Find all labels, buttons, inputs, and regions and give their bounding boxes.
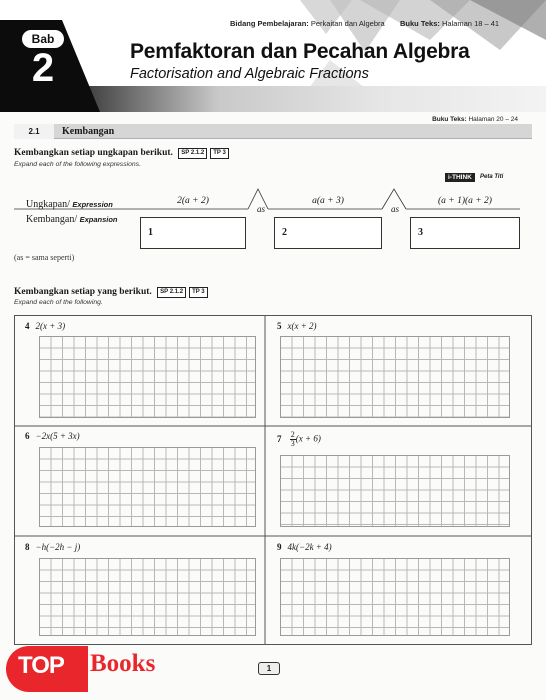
expression-row-label: Ungkapan/ Expression [26,199,113,210]
as-connector-2: as [391,204,400,214]
ithink-badge: i-THINK [445,173,475,182]
as-note: (as = sama seperti) [14,253,75,262]
question-8: 8 −h(−2h − j) [25,542,81,552]
instruction-2-en: Expand each of the following. [14,299,103,306]
section-title: Kembangan [62,126,115,137]
topbooks-logo [6,638,186,698]
answer-box-3[interactable]: 3 [410,217,520,249]
ithink-map-type: Peta Titi [480,174,504,180]
sp-tag: SP 2.1.2 [178,148,207,159]
chapter-title: Pemfaktoran dan Pecahan Algebra [130,40,470,63]
tp-tag: TP 3 [210,148,229,159]
sp-tag-2: SP 2.1.2 [157,287,186,298]
question-9: 9 4k(−2k + 4) [277,542,332,552]
chapter-label: Bab [22,30,64,48]
working-grid-6[interactable] [39,447,256,527]
working-grid-5[interactable] [280,336,510,418]
working-grid-9[interactable] [280,558,510,636]
question-6: 6 −2x(5 + 3x) [25,431,80,441]
chapter-banner [0,0,546,112]
instruction-2: Kembangkan setiap yang berikut. SP 2.1.2 TP 3 [14,287,208,298]
question-7: 7 $\frac{2}{3}$ (x + 6) [277,430,321,448]
working-grid-7[interactable] [280,455,510,527]
expression-2: a(a + 3) [312,196,344,206]
section-textbook-ref: Buku Teks: Halaman 20 – 24 [432,116,518,123]
chapter-subtitle: Factorisation and Algebraic Fractions [130,66,369,82]
page-number: 1 [258,662,280,675]
tp-tag-2: TP 3 [189,287,208,298]
section-number: 2.1 [14,124,54,139]
learning-area: Bidang Pembelajaran: Perkaitan dan Algebra [230,19,385,28]
answer-box-1[interactable]: 1 [140,217,246,249]
question-4: 4 2(x + 3) [25,321,66,331]
as-connector-1: as [257,204,266,214]
logo-top-badge: TOP [6,646,88,692]
working-grid-8[interactable] [39,558,256,636]
answer-box-2[interactable]: 2 [274,217,382,249]
instruction-1-en: Expand each of the following expressions. [14,161,141,168]
instruction-1: Kembangkan setiap ungkapan berikut. SP 2.1.2 TP 3 [14,148,229,159]
logo-books-text: Books [90,650,156,677]
working-grid-4[interactable] [39,336,256,418]
expression-3: (a + 1)(a + 2) [438,196,492,206]
chapter-number: 2 [31,46,55,90]
textbook-pages: Buku Teks: Halaman 18 – 41 [400,19,500,28]
expansion-row-label: Kembangan/ Expansion [26,214,118,225]
expression-1: 2(a + 2) [177,196,209,206]
question-grid [14,315,532,645]
question-5: 5 x(x + 2) [277,321,317,331]
